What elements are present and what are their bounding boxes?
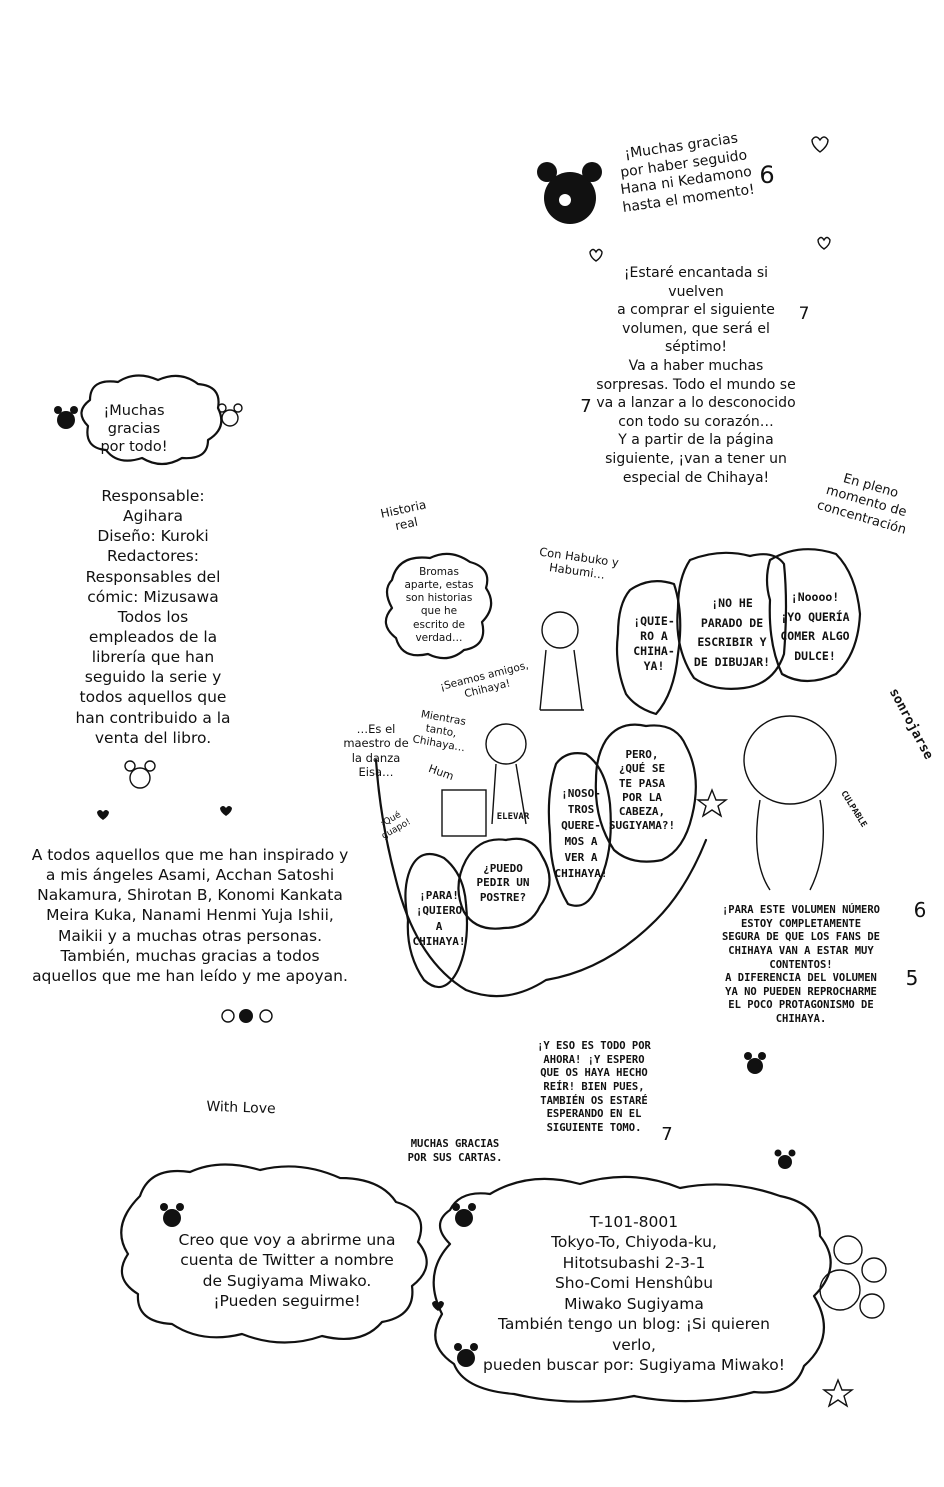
hum-text: Hum (426, 761, 456, 784)
con-habuko-text: Con Habuko y Habumi… (538, 544, 620, 583)
cartas-text: MUCHAS GRACIAS POR SUS CARTAS. (407, 1138, 503, 1164)
mouse-scribble-icon (537, 162, 602, 224)
quiero-chihaya-text: ¡QUIE- RO A CHIHA- YA! (633, 614, 675, 673)
mouse-bubble-icon (160, 1203, 184, 1227)
thanks-note: ¡Muchas gracias por haber seguido Hana ni Kedamono hasta el momento! (619, 130, 756, 216)
twitter-note-text: Creo que voy a abrirme una cuenta de Twitter a nombre de Sugiyama Miwako. ¡Pueden seguirme! (178, 1231, 396, 1311)
thanks-all-text: ¡Muchas gracias por todo! (100, 403, 168, 456)
characters-with-hearts-drawing (820, 1236, 886, 1318)
que-guapo-text: ¡Qué guapo! (378, 810, 413, 842)
fans-note-text: ¡PARA ESTE VOLUMEN NÚMERO ESTOY COMPLETAMENTE SEGURA DE QUE LOS FANS DE CHIHAYA VAN A ESTAR MUY CONTENTOS! A DIFERENCIA DEL VOLUMEN YA NO PUEDEN REPROCHARME EL POCO PROTAGONISMO DE CHIHAYA. (721, 904, 881, 1026)
circled-number: 7 (798, 304, 810, 324)
signature-text: With Love (206, 1098, 276, 1118)
credits-text: Responsable: Agihara Diseño: Kuroki Redactores: Responsables del cómic: Mizusawa Todos los empleados de la librería que han seguido la serie y todos aquellos que han contribuido a la venta del libro. (75, 487, 231, 747)
end-note-text: ¡Y ESO ES TODO POR AHORA! ¡Y ESPERO QUE OS HAYA HECHO REÍR! BIEN PUES, TAMBIÉN OS ESTARÉ ESPERANDO EN EL SIGUIENTE TOMO. (537, 1040, 651, 1134)
maestro-danza-text: …Es el maestro de la danza Eisa… (343, 722, 409, 780)
nooo-text: ¡Noooo! ¡YO QUERÍA COMER ALGO DULCE! (780, 590, 850, 663)
puedo-pedir-text: ¿PUEDO PEDIR UN POSTRE? (476, 862, 530, 904)
culpable-label: CULPABLE (838, 789, 869, 830)
para-quiero-text: ¡PARA! ¡QUIERO A CHIHAYA! (412, 889, 466, 949)
inspired-thanks-text: A todos aquellos que me han inspirado y a mis ángeles Asami, Acchan Satoshi Nakamura, Shirotan B, Konomi Kankata Meira Kuka, Nanami Henmi Yuja Ishii, Maikii y a muchas otras personas. También, muchas gracias a todos aquellos que me han leído y me apoyan. (31, 846, 349, 985)
character-author-drawing (744, 716, 836, 890)
nosotros-text: ¡NOSO- TROS QUERE- MOS A VER A CHIHAYA! (554, 787, 608, 880)
next-volume-note: ¡Estaré encantada si vuelven a comprar el siguiente volumen, que será el séptimo! Va a haber muchas sorpresas. Todo el mundo se va a lanzar a lo desconocido con todo su corazón… Y a partir de la página siguiente, ¡van a tener un especial de Chihaya! (596, 265, 796, 486)
circled-number: 7 (580, 396, 592, 417)
mice-trio-icon (222, 1009, 272, 1023)
bromas-text: Bromas aparte, estas son historias que he escrito de verdad… (404, 566, 474, 644)
historia-real-label: Historia real (379, 497, 428, 534)
no-he-parado-text: ¡NO HE PARADO DE ESCRIBIR Y DE DIBUJAR! (693, 596, 771, 669)
mientras-tanto-text: Mientras tanto, Chihaya… (411, 708, 467, 755)
circled-number: 5 (905, 966, 919, 990)
small-hearts-icon (97, 806, 232, 820)
character-habuko-drawing (540, 612, 584, 710)
elevar-label: ELEVAR (496, 812, 530, 822)
sonrojarse-label: sonrojarse (885, 685, 936, 763)
pero-sugiyama-text: PERO, ¿QUÉ SE TE PASA POR LA CABEZA, SUGIYAMA?! (608, 748, 676, 833)
circled-number: 7 (661, 1124, 673, 1145)
address-note-text: T-101-8001 Tokyo-To, Chiyoda-ku, Hitotsubashi 2-3-1 Sho-Comi Henshûbu Miwako Sugiyama También tengo un blog: ¡Si quieren verlo, pueden buscar por: Sugiyama Miwako! (483, 1213, 785, 1375)
seamos-amigos-text: ¡Seamos amigos, Chihaya! (438, 659, 530, 701)
mouse-small-icon (744, 1052, 796, 1169)
circled-number: 6 (913, 898, 927, 922)
mouse-small-icon (54, 406, 78, 429)
circled-number: 6 (759, 161, 775, 189)
en-pleno-text: En pleno momento de concentración (815, 471, 909, 538)
